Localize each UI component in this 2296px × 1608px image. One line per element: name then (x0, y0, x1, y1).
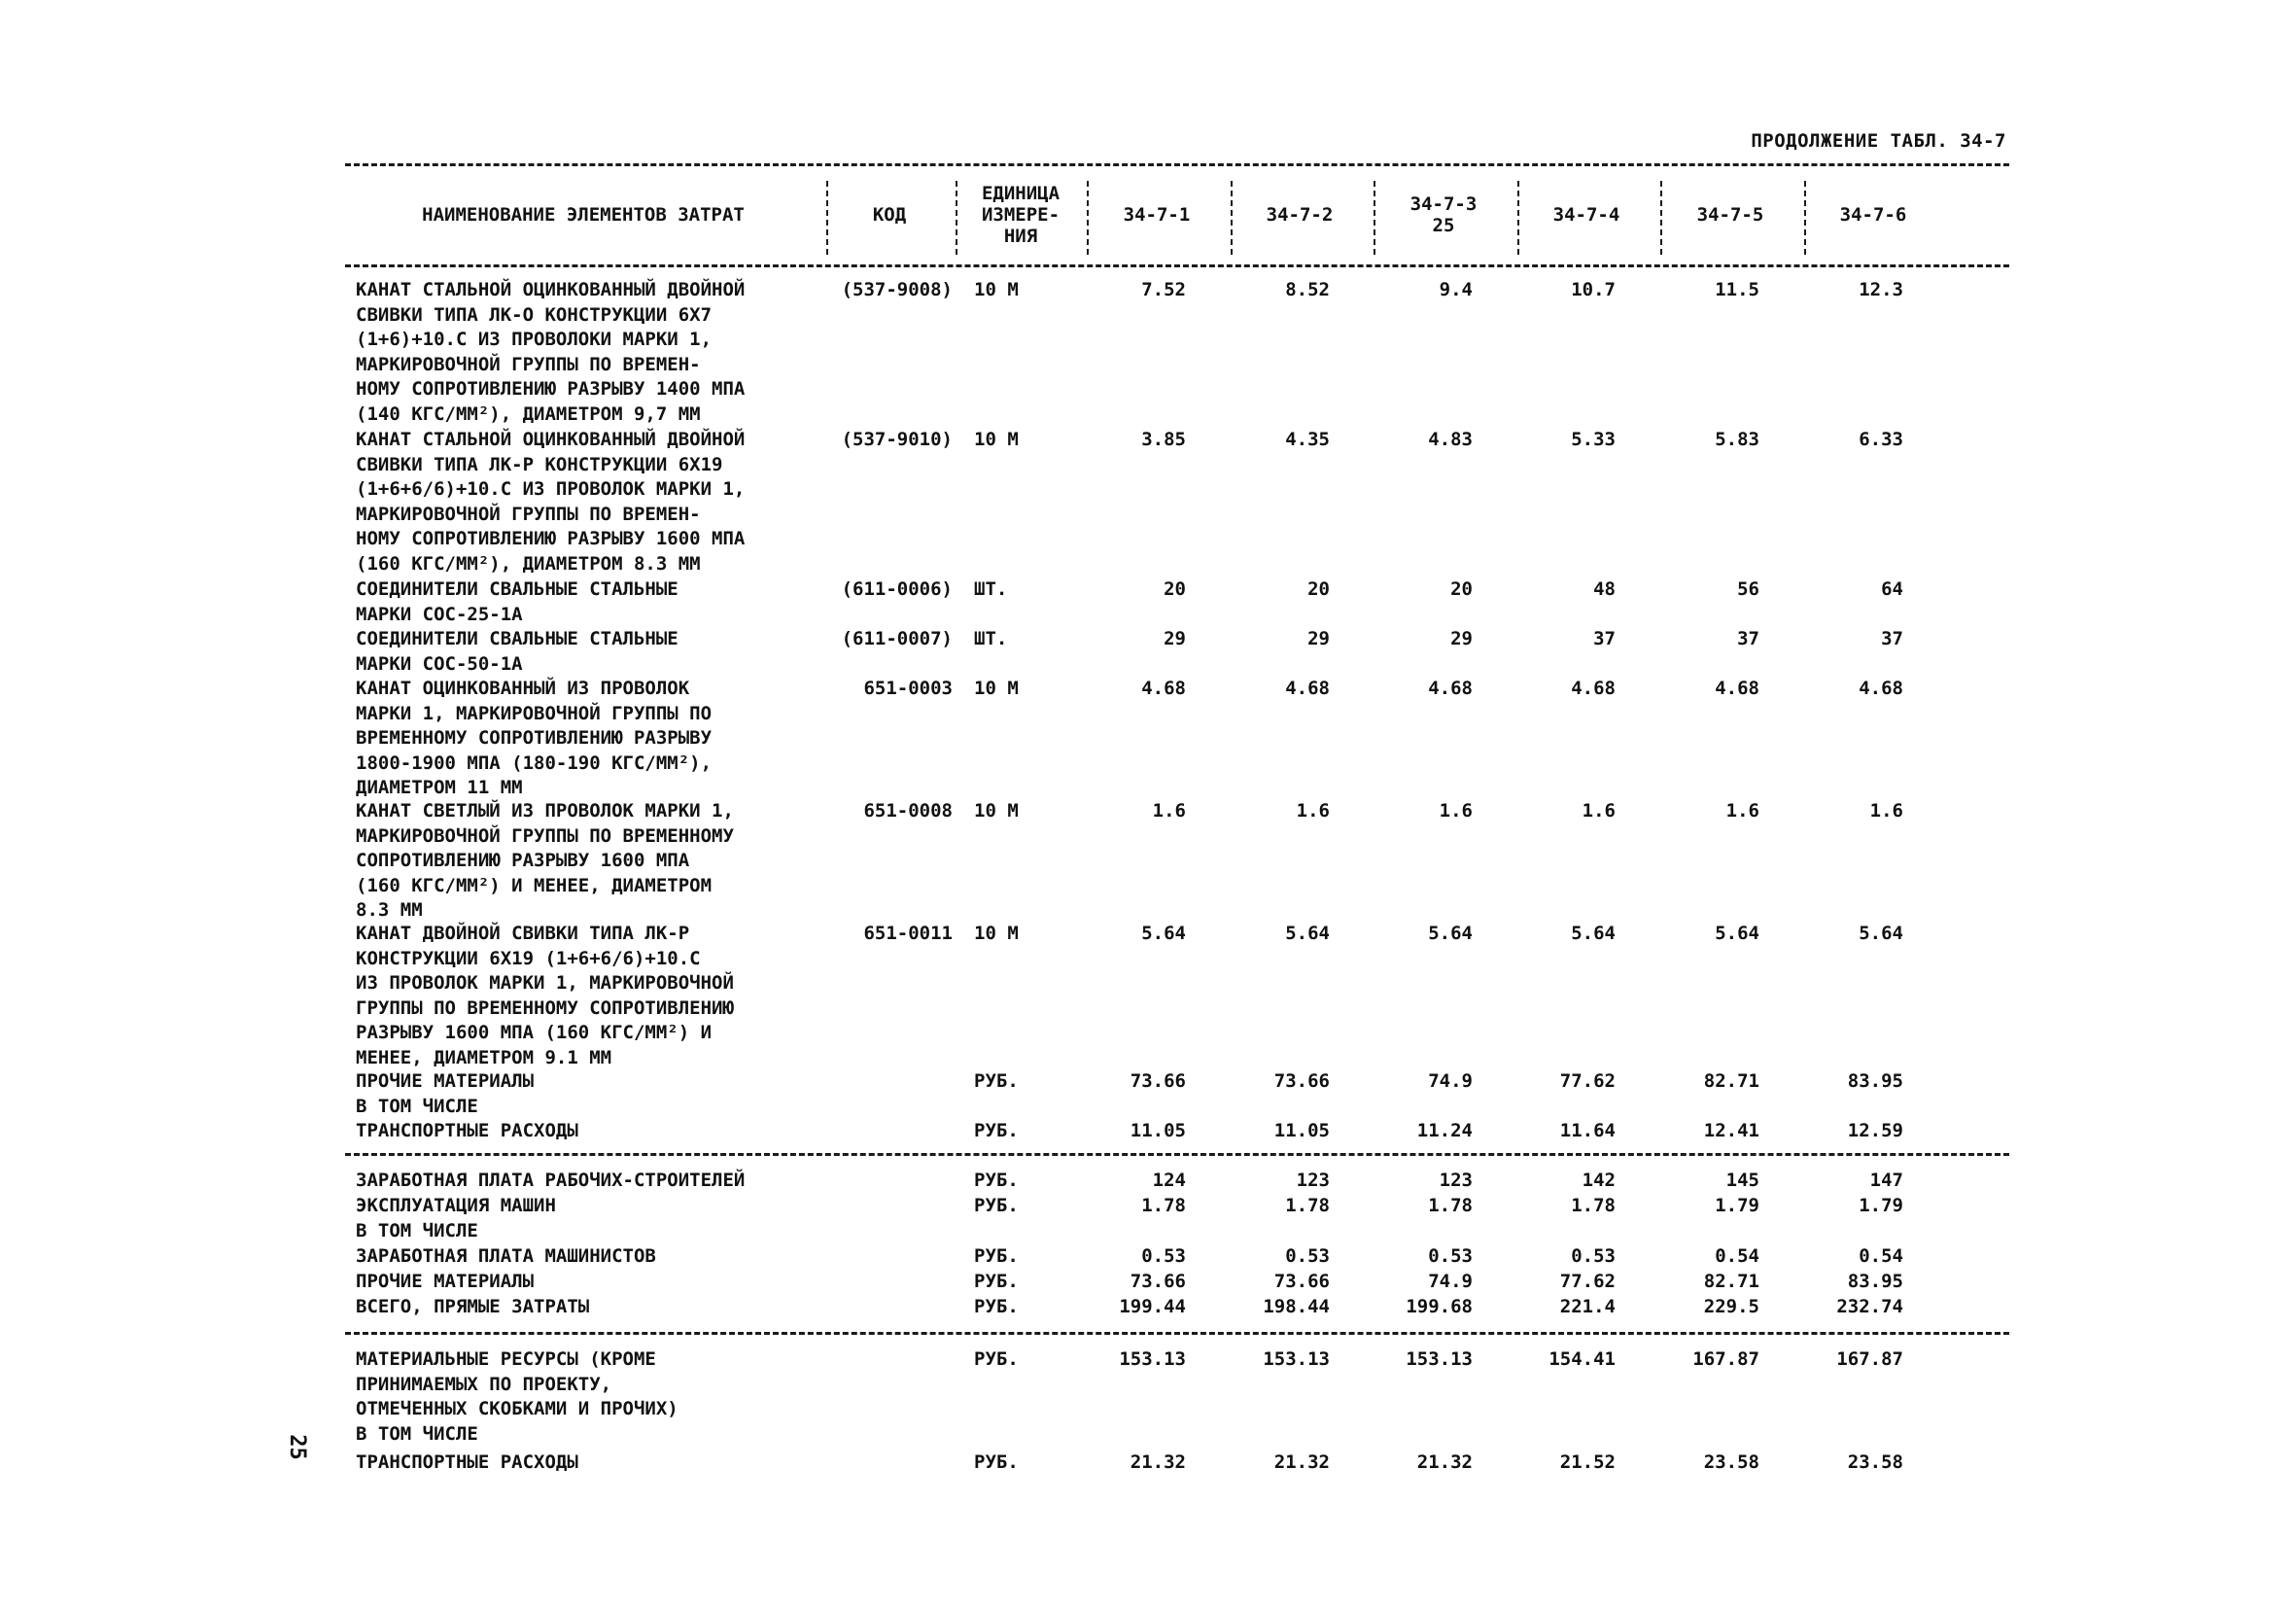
row-value-1: 73.66 (1130, 1271, 1186, 1292)
row-value-2: 1.78 (1285, 1195, 1330, 1216)
row-unit: 10 М (974, 279, 1019, 300)
row-value-2: 73.66 (1273, 1070, 1330, 1092)
row-value-6: 12.59 (1847, 1120, 1903, 1141)
row-value-5: 0.54 (1715, 1245, 1759, 1267)
row-unit: РУБ. (974, 1348, 1019, 1370)
row-code: 651-0003 (863, 678, 953, 699)
row-value-6: 83.95 (1847, 1070, 1903, 1092)
row-value-3: 199.68 (1406, 1296, 1473, 1317)
row-value-1: 11.05 (1130, 1120, 1186, 1141)
row-value-1: 124 (1152, 1170, 1186, 1191)
row-name: КАНАТ ДВОЙНОЙ СВИВКИ ТИПА ЛК-Р КОНСТРУКЦИИ 6Х19 (1+6+6/6)+10.С ИЗ ПРОВОЛОК МАРКИ 1, МАРКИРОВОЧНОЙ ГРУППЫ ПО ВРЕМЕННОМУ СОПРОТИВЛЕНИЮ РАЗРЫВУ 1600 МПА (160 КГС/ММ²) И МЕНЕЕ, ДИАМЕТРОМ 9.1 ММ (356, 923, 734, 1068)
row-value-2: 21.32 (1273, 1451, 1330, 1473)
row-value-4: 1.78 (1571, 1195, 1616, 1216)
header-col-3: 34-7-3 25 (1409, 193, 1478, 236)
row-name: МАТЕРИАЛЬНЫЕ РЕСУРСЫ (КРОМЕ ПРИНИМАЕМЫХ ПО ПРОЕКТУ, ОТМЕЧЕННЫХ СКОБКАМИ И ПРОЧИХ) В ТОМ ЧИСЛЕ (356, 1348, 678, 1445)
row-value-1: 0.53 (1141, 1245, 1186, 1267)
row-name: ПРОЧИЕ МАТЕРИАЛЫ В ТОМ ЧИСЛЕ (356, 1070, 535, 1117)
row-value-2: 1.6 (1296, 800, 1330, 821)
row-name: ВСЕГО, ПРЯМЫЕ ЗАТРАТЫ (356, 1296, 590, 1317)
row-value-4: 5.64 (1571, 923, 1616, 944)
header-top-rule (345, 163, 2009, 166)
row-name: ТРАНСПОРТНЫЕ РАСХОДЫ (356, 1120, 578, 1141)
row-value-3: 4.83 (1428, 429, 1473, 450)
header-divider (1804, 181, 1806, 255)
row-value-1: 5.64 (1141, 923, 1186, 944)
row-code: (537-9010) (841, 429, 953, 450)
row-unit: 10 М (974, 923, 1019, 944)
row-value-6: 37 (1881, 628, 1903, 649)
row-value-5: 82.71 (1703, 1271, 1759, 1292)
row-unit: РУБ. (974, 1245, 1019, 1267)
row-value-3: 4.68 (1428, 678, 1473, 699)
section-rule (345, 1153, 2009, 1156)
row-value-2: 20 (1307, 578, 1330, 600)
row-value-4: 21.52 (1559, 1451, 1616, 1473)
header-divider (1231, 181, 1233, 255)
row-value-4: 48 (1593, 578, 1616, 600)
header-col-1: 34-7-1 (1123, 204, 1191, 226)
row-value-4: 0.53 (1571, 1245, 1616, 1267)
row-unit: РУБ. (974, 1195, 1019, 1216)
row-code: (611-0007) (841, 628, 953, 649)
row-value-6: 1.79 (1859, 1195, 1903, 1216)
row-value-5: 56 (1737, 578, 1759, 600)
row-unit: РУБ. (974, 1120, 1019, 1141)
row-value-6: 83.95 (1847, 1271, 1903, 1292)
row-code: (611-0006) (841, 578, 953, 600)
row-value-5: 11.5 (1715, 279, 1759, 300)
row-value-1: 199.44 (1119, 1296, 1186, 1317)
row-value-2: 11.05 (1273, 1120, 1330, 1141)
page-number: 25 (284, 1434, 309, 1460)
row-code: (537-9008) (841, 279, 953, 300)
row-value-5: 1.79 (1715, 1195, 1759, 1216)
row-value-5: 5.83 (1715, 429, 1759, 450)
row-value-5: 145 (1725, 1170, 1759, 1191)
row-value-2: 0.53 (1285, 1245, 1330, 1267)
row-name: ТРАНСПОРТНЫЕ РАСХОДЫ (356, 1451, 578, 1473)
header-divider (1087, 181, 1089, 255)
row-value-5: 82.71 (1703, 1070, 1759, 1092)
row-value-4: 77.62 (1559, 1070, 1616, 1092)
row-value-4: 142 (1582, 1170, 1616, 1191)
header-divider (1374, 181, 1375, 255)
row-value-3: 0.53 (1428, 1245, 1473, 1267)
table-header (0, 171, 2296, 259)
row-value-3: 1.78 (1428, 1195, 1473, 1216)
row-name: ЗАРАБОТНАЯ ПЛАТА МАШИНИСТОВ (356, 1245, 656, 1267)
row-value-4: 5.33 (1571, 429, 1616, 450)
row-name: СОЕДИНИТЕЛИ СВАЛЬНЫЕ СТАЛЬНЫЕ МАРКИ СОС-25-1А (356, 578, 678, 625)
row-value-3: 20 (1450, 578, 1473, 600)
row-value-4: 221.4 (1559, 1296, 1616, 1317)
row-value-6: 64 (1881, 578, 1903, 600)
row-value-1: 7.52 (1141, 279, 1186, 300)
header-divider (956, 181, 957, 255)
row-unit: 10 М (974, 678, 1019, 699)
row-value-2: 123 (1296, 1170, 1330, 1191)
row-unit: ШТ. (974, 628, 1008, 649)
header-divider (1517, 181, 1519, 255)
row-value-6: 4.68 (1859, 678, 1903, 699)
row-value-1: 29 (1164, 628, 1186, 649)
row-value-6: 147 (1869, 1170, 1903, 1191)
row-value-2: 4.68 (1285, 678, 1330, 699)
row-value-5: 23.58 (1703, 1451, 1759, 1473)
row-name: СОЕДИНИТЕЛИ СВАЛЬНЫЕ СТАЛЬНЫЕ МАРКИ СОС-50-1А (356, 628, 678, 675)
row-value-3: 1.6 (1439, 800, 1473, 821)
header-bottom-rule (345, 264, 2009, 267)
row-unit: РУБ. (974, 1451, 1019, 1473)
row-value-2: 198.44 (1263, 1296, 1330, 1317)
row-value-2: 73.66 (1273, 1271, 1330, 1292)
row-value-3: 74.9 (1428, 1271, 1473, 1292)
row-value-1: 73.66 (1130, 1070, 1186, 1092)
row-value-3: 21.32 (1416, 1451, 1473, 1473)
header-col-4: 34-7-4 (1552, 204, 1620, 226)
row-value-1: 153.13 (1119, 1348, 1186, 1370)
header-col-2: 34-7-2 (1266, 204, 1334, 226)
row-name: КАНАТ СВЕТЛЫЙ ИЗ ПРОВОЛОК МАРКИ 1, МАРКИРОВОЧНОЙ ГРУППЫ ПО ВРЕМЕННОМУ СОПРОТИВЛЕНИЮ РАЗРЫВУ 1600 МПА (160 КГС/ММ²) И МЕНЕЕ, ДИАМЕТРОМ 8.3 ММ (356, 800, 734, 921)
row-value-6: 5.64 (1859, 923, 1903, 944)
row-value-1: 1.6 (1152, 800, 1186, 821)
row-value-2: 153.13 (1263, 1348, 1330, 1370)
row-name: ЗАРАБОТНАЯ ПЛАТА РАБОЧИХ-СТРОИТЕЛЕЙ (356, 1170, 746, 1191)
row-name: ПРОЧИЕ МАТЕРИАЛЫ (356, 1271, 535, 1292)
row-value-2: 5.64 (1285, 923, 1330, 944)
row-value-6: 232.74 (1836, 1296, 1903, 1317)
row-unit: 10 М (974, 800, 1019, 821)
row-value-6: 1.6 (1869, 800, 1903, 821)
row-value-2: 8.52 (1285, 279, 1330, 300)
row-value-5: 5.64 (1715, 923, 1759, 944)
row-value-4: 10.7 (1571, 279, 1616, 300)
row-value-1: 4.68 (1141, 678, 1186, 699)
row-value-3: 11.24 (1416, 1120, 1473, 1141)
row-value-4: 154.41 (1548, 1348, 1616, 1370)
header-col-6: 34-7-6 (1839, 204, 1907, 226)
row-value-5: 12.41 (1703, 1120, 1759, 1141)
row-value-6: 0.54 (1859, 1245, 1903, 1267)
row-value-3: 123 (1439, 1170, 1473, 1191)
row-value-4: 11.64 (1559, 1120, 1616, 1141)
row-unit: ШТ. (974, 578, 1008, 600)
header-divider (1660, 181, 1662, 255)
row-value-4: 4.68 (1571, 678, 1616, 699)
row-name: КАНАТ СТАЛЬНОЙ ОЦИНКОВАННЫЙ ДВОЙНОЙ СВИВКИ ТИПА ЛК-Р КОНСТРУКЦИИ 6Х19 (1+6+6/6)+10.С ИЗ ПРОВОЛОК МАРКИ 1, МАРКИРОВОЧНОЙ ГРУППЫ ПО ВРЕМЕН- НОМУ СОПРОТИВЛЕНИЮ РАЗРЫВУ 1600 МПА (160 КГС/ММ²), ДИАМЕТРОМ 8.3 ММ (356, 429, 746, 575)
row-value-3: 5.64 (1428, 923, 1473, 944)
table-caption: ПРОДОЛЖЕНИЕ ТАБЛ. 34-7 (1751, 130, 2006, 152)
row-value-6: 167.87 (1836, 1348, 1903, 1370)
section-rule (345, 1332, 2009, 1335)
row-unit: РУБ. (974, 1170, 1019, 1191)
row-code: 651-0011 (863, 923, 953, 944)
row-value-6: 12.3 (1859, 279, 1903, 300)
row-value-6: 23.58 (1847, 1451, 1903, 1473)
header-code: КОД (872, 204, 907, 226)
header-col-5: 34-7-5 (1696, 204, 1764, 226)
header-name: НАИМЕНОВАНИЕ ЭЛЕМЕНТОВ ЗАТРАТ (422, 204, 745, 226)
row-value-2: 29 (1307, 628, 1330, 649)
row-value-4: 37 (1593, 628, 1616, 649)
row-unit: РУБ. (974, 1296, 1019, 1317)
row-value-3: 153.13 (1406, 1348, 1473, 1370)
row-value-4: 77.62 (1559, 1271, 1616, 1292)
header-divider (826, 181, 828, 255)
row-value-6: 6.33 (1859, 429, 1903, 450)
row-value-2: 4.35 (1285, 429, 1330, 450)
row-value-1: 20 (1164, 578, 1186, 600)
row-unit: РУБ. (974, 1070, 1019, 1092)
row-value-5: 1.6 (1725, 800, 1759, 821)
row-value-1: 3.85 (1141, 429, 1186, 450)
row-name: ЭКСПЛУАТАЦИЯ МАШИН В ТОМ ЧИСЛЕ (356, 1195, 556, 1241)
row-value-3: 74.9 (1428, 1070, 1473, 1092)
row-value-3: 9.4 (1439, 279, 1473, 300)
row-unit: 10 М (974, 429, 1019, 450)
row-unit: РУБ. (974, 1271, 1019, 1292)
row-name: КАНАТ ОЦИНКОВАННЫЙ ИЗ ПРОВОЛОК МАРКИ 1, МАРКИРОВОЧНОЙ ГРУППЫ ПО ВРЕМЕННОМУ СОПРОТИВЛЕНИЮ РАЗРЫВУ 1800-1900 МПА (180-190 КГС/ММ²), ДИАМЕТРОМ 11 ММ (356, 678, 713, 798)
row-value-1: 21.32 (1130, 1451, 1186, 1473)
row-code: 651-0008 (863, 800, 953, 821)
row-value-4: 1.6 (1582, 800, 1616, 821)
row-value-3: 29 (1450, 628, 1473, 649)
row-name: КАНАТ СТАЛЬНОЙ ОЦИНКОВАННЫЙ ДВОЙНОЙ СВИВКИ ТИПА ЛК-О КОНСТРУКЦИИ 6Х7 (1+6)+10.С ИЗ ПРОВОЛОКИ МАРКИ 1, МАРКИРОВОЧНОЙ ГРУППЫ ПО ВРЕМЕН- НОМУ СОПРОТИВЛЕНИЮ РАЗРЫВУ 1400 МПА (140 КГС/ММ²), ДИАМЕТРОМ 9,7 ММ (356, 279, 746, 425)
row-value-5: 37 (1737, 628, 1759, 649)
row-value-1: 1.78 (1141, 1195, 1186, 1216)
header-unit: ЕДИНИЦА ИЗМЕРЕ- НИЯ (981, 183, 1061, 247)
row-value-5: 4.68 (1715, 678, 1759, 699)
row-value-5: 167.87 (1692, 1348, 1759, 1370)
row-value-5: 229.5 (1703, 1296, 1759, 1317)
